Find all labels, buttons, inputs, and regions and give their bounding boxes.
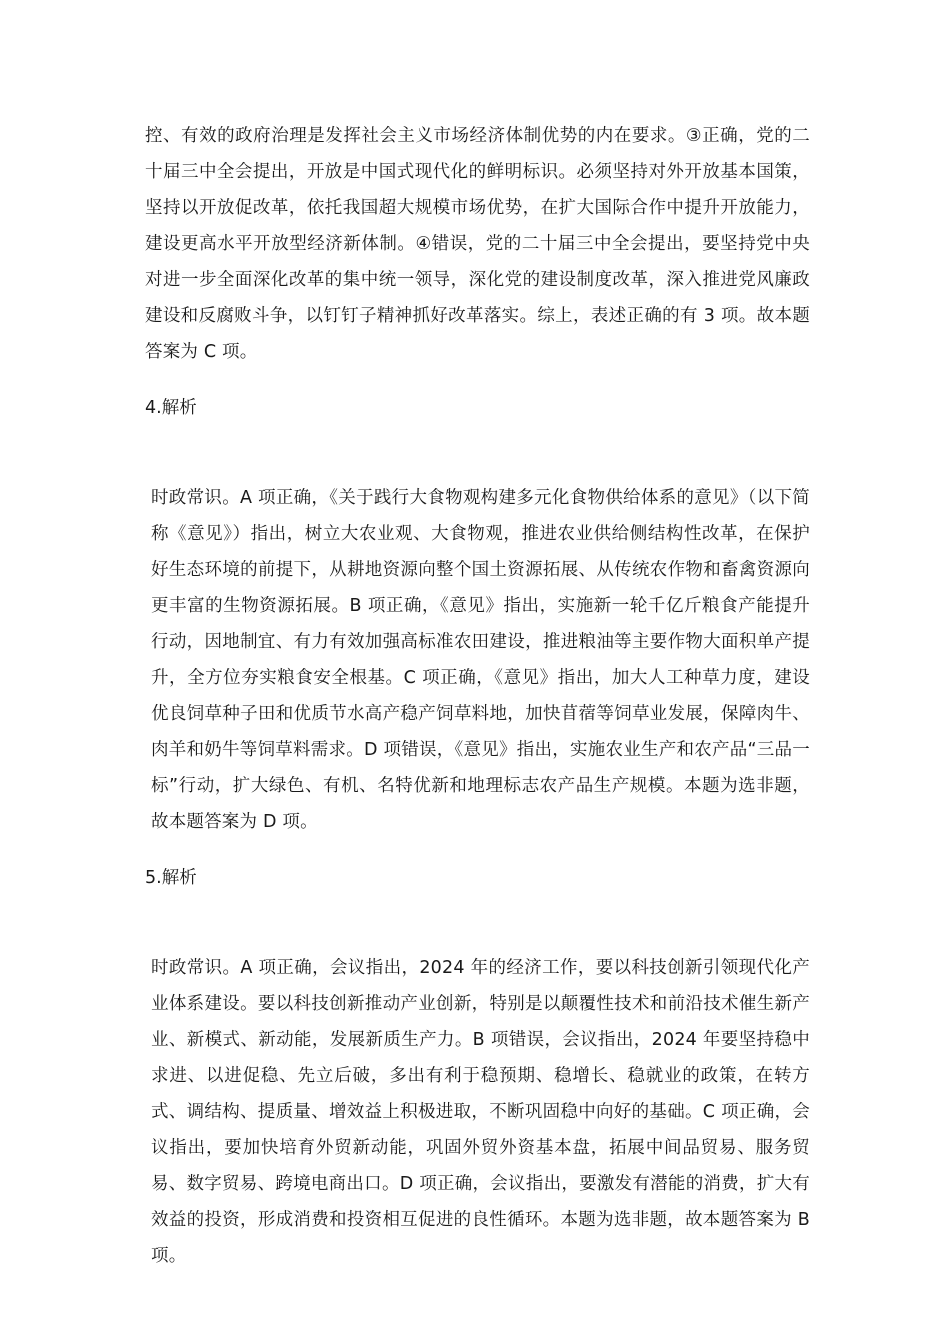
continuation-paragraph: 控、有效的政府治理是发挥社会主义市场经济体制优势的内在要求。③正确，党的二十届三中全会提出，开放是中国式现代化的鲜明标识。必须坚持对外开放基本国策，坚持以开放促改革，依托我国超大规模市场优势，在扩大国际合作中提升开放能力，建设更高水平开放型经济新体制。④错误，党的二十届三中全会提出，要坚持党中央对进一步全面深化改革的集中统一领导，深化党的建设制度改革，深入推进党风廉政建设和反腐败斗争，以钉钉子精神抓好改革落实。综上，表述正确的有 3 项。故本题答案为 C 项。 (145, 126, 810, 362)
section-heading-4: 4.解析 (145, 398, 197, 418)
section-body-5: 时政常识。A 项正确，会议指出，2024 年的经济工作，要以科技创新引领现代化产业体系建设。要以科技创新推动产业创新，特别是以颠覆性技术和前沿技术催生新产业、新模式、新动能，发展新质生产力。B 项错误，会议指出，2024 年要坚持稳中求进、以进促稳、先立后破，多出有利于稳预期、稳增长、稳就业的政策，在转方式、调结构、提质量、增效益上积极进取，不断巩固稳中向好的基础。C 项正确，会议指出，要加快培育外贸新动能，巩固外贸外资基本盘，拓展中间品贸易、服务贸易、数字贸易、跨境电商出口。D 项正确，会议指出，要激发有潜能的消费，扩大有效益的投资，形成消费和投资相互促进的良性循环。本题为选非题，故本题答案为 B 项。 (151, 958, 810, 1266)
document-page (145, 118, 810, 1274)
section-heading-5: 5.解析 (145, 868, 197, 888)
section-body-4: 时政常识。A 项正确，《关于践行大食物观构建多元化食物供给体系的意见》（以下简称《意见》）指出，树立大农业观、大食物观，推进农业供给侧结构性改革，在保护好生态环境的前提下，从耕地资源向整个国土资源拓展、从传统农作物和畜禽资源向更丰富的生物资源拓展。B 项正确，《意见》指出，实施新一轮千亿斤粮食产能提升行动，因地制宜、有力有效加强高标准农田建设，推进粮油等主要作物大面积单产提升，全方位夯实粮食安全根基。C 项正确，《意见》指出，加大人工种草力度，建设优良饲草种子田和优质节水高产稳产饲草料地，加快苜蓿等饲草业发展，保障肉牛、肉羊和奶牛等饲草料需求。D 项错误，《意见》指出，实施农业生产和农产品“三品一标”行动，扩大绿色、有机、名特优新和地理标志农产品生产规模。本题为选非题，故本题答案为 D 项。 (151, 488, 810, 832)
